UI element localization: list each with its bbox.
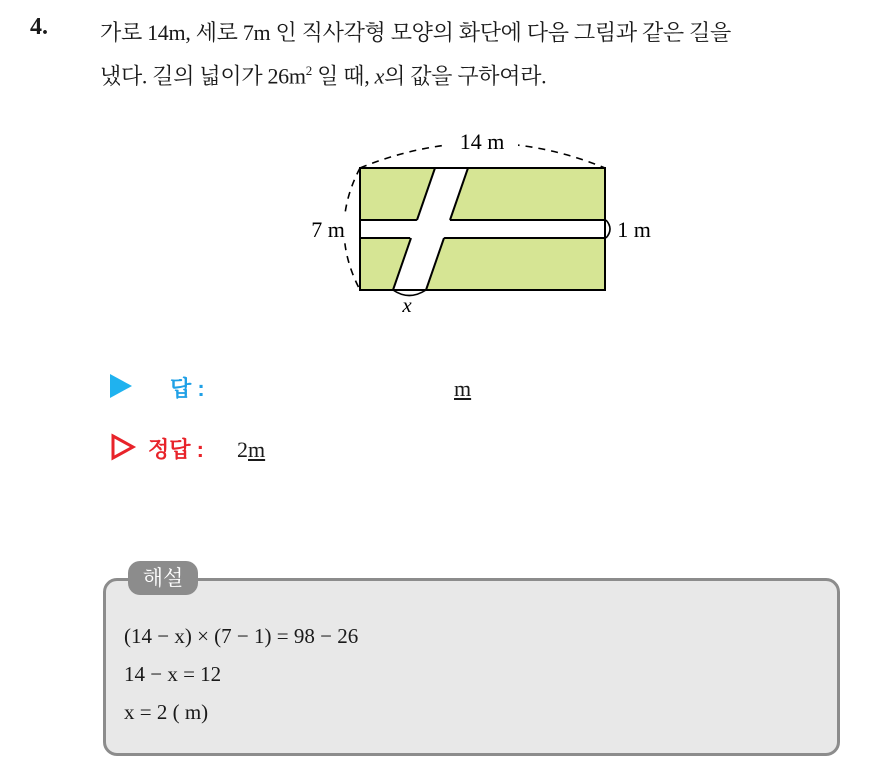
road-width-bracket	[606, 220, 610, 238]
correct-label: 정답 :	[148, 437, 204, 462]
question-line-2-start: 냈다. 길의 넓이가 26m	[100, 63, 306, 89]
question-line-1: 가로 14m, 세로 7m 인 직사각형 모양의 화단에 다음 그림과 같은 길을	[100, 20, 731, 45]
square-superscript: 2	[305, 63, 312, 78]
correct-value	[237, 437, 265, 463]
question-line-2-mid: 일 때,	[311, 63, 375, 89]
explanation-lines	[124, 617, 358, 731]
width-label: 14 m	[459, 129, 505, 154]
x-label: x	[402, 293, 412, 317]
question-line-2	[100, 52, 870, 95]
correct-unit: m	[248, 437, 266, 462]
answer-unit[interactable]: m	[454, 376, 472, 401]
outline-triangle-icon	[110, 433, 136, 461]
garden-diagram	[300, 118, 651, 323]
correct-number: 2	[237, 437, 248, 462]
question-number: 4.	[30, 14, 48, 40]
explanation-line-3: x = 2 ( m)	[124, 700, 209, 724]
road-width-label: 1 m	[617, 217, 651, 242]
question-line-2-end: 의 값을 구하여라.	[384, 63, 547, 89]
explanation-line-1: (14 − x) × (7 − 1) = 98 − 26	[124, 624, 359, 648]
horizontal-road	[360, 220, 605, 238]
play-triangle-icon	[110, 374, 132, 398]
explanation-tag: 해설	[128, 561, 198, 595]
variable-x: x	[374, 63, 385, 89]
question-text	[100, 14, 870, 95]
explanation-line-2: 14 − x = 12	[124, 662, 222, 686]
answer-label: 답 :	[170, 376, 205, 401]
height-label: 7 m	[311, 217, 345, 242]
garden-figure	[300, 118, 651, 323]
